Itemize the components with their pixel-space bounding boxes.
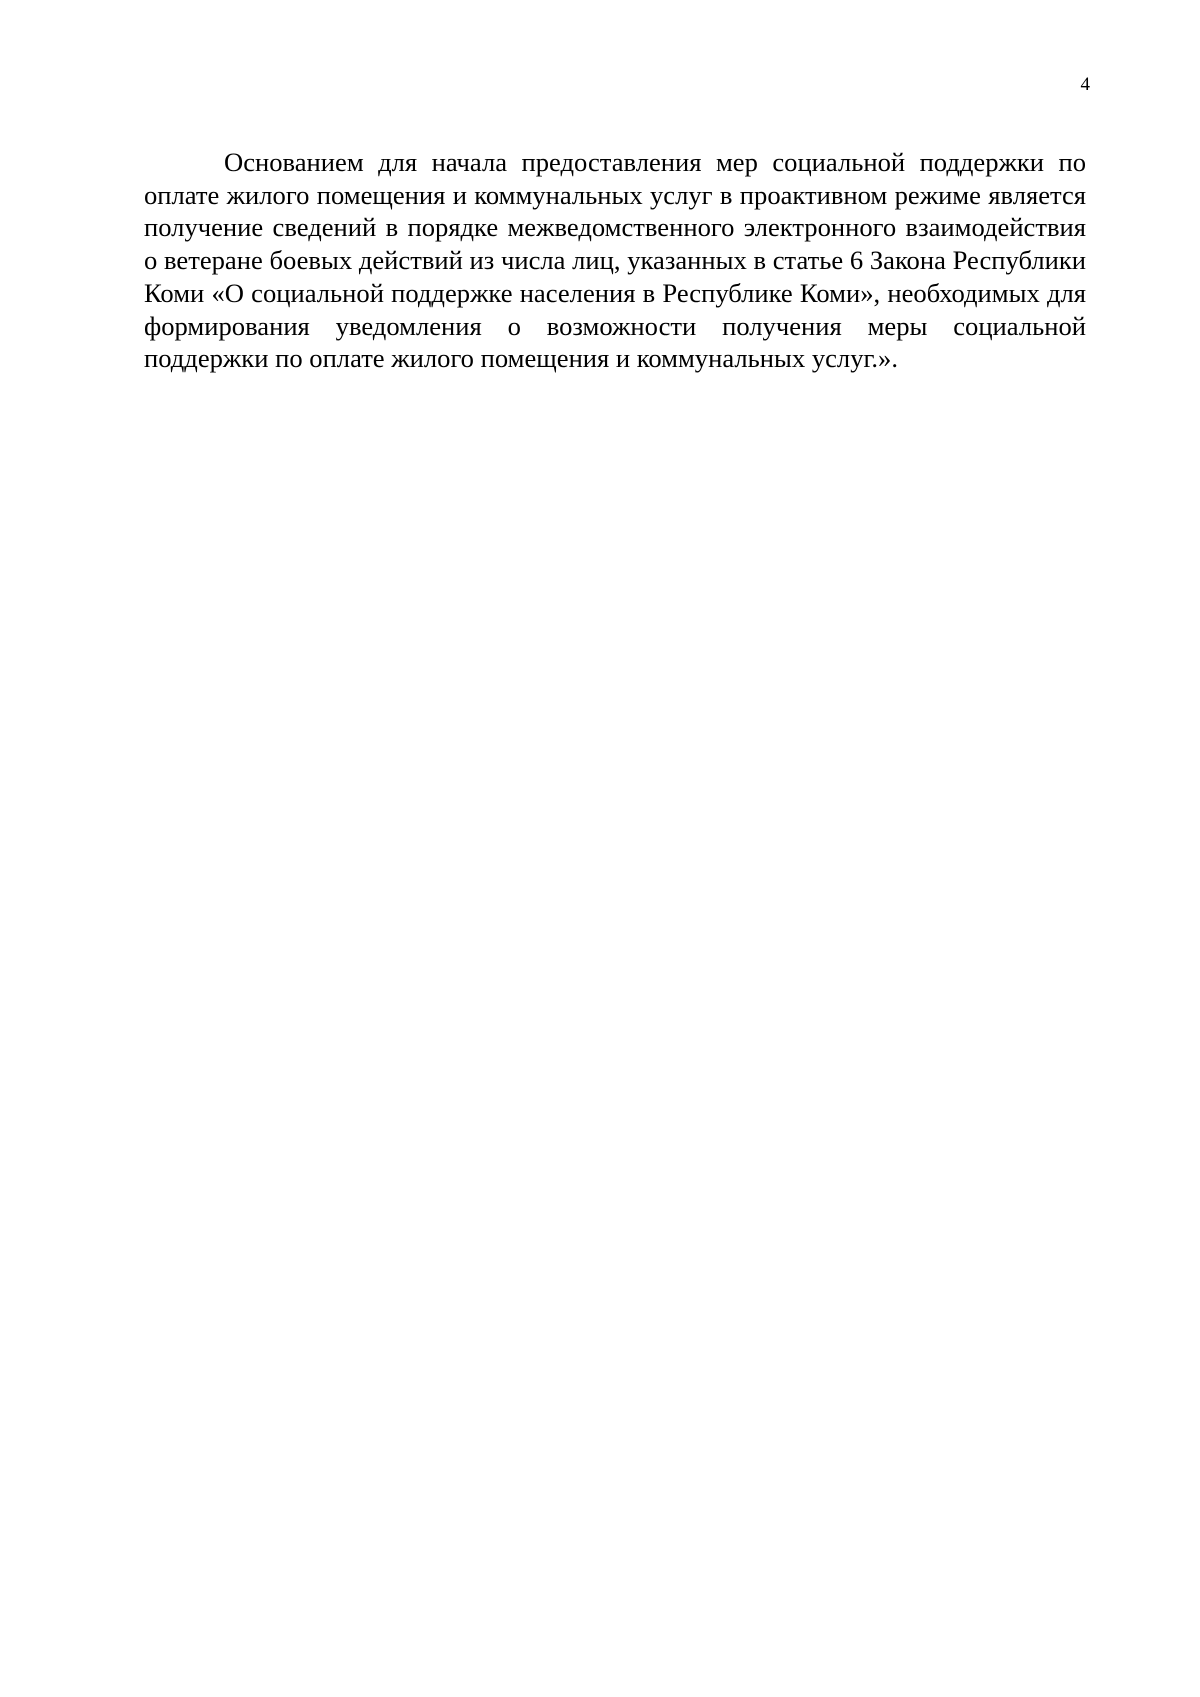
body-paragraph: Основанием для начала предоставления мер социальной поддержки по оплате жилого помещения и коммунальных услуг в проактивном режиме является получение сведений в порядке межведомственного электронного взаимодействия о ветеране боевых действий из числа лиц, указанных в статье 6 Закона Республики Коми «О социальной поддержке населения в Республике Коми», необходимых для формирования уведомления о возможности получения меры социальной поддержки по оплате жилого помещения и коммунальных услуг.». xyxy=(144,147,1086,374)
page-number: 4 xyxy=(1080,74,1090,95)
